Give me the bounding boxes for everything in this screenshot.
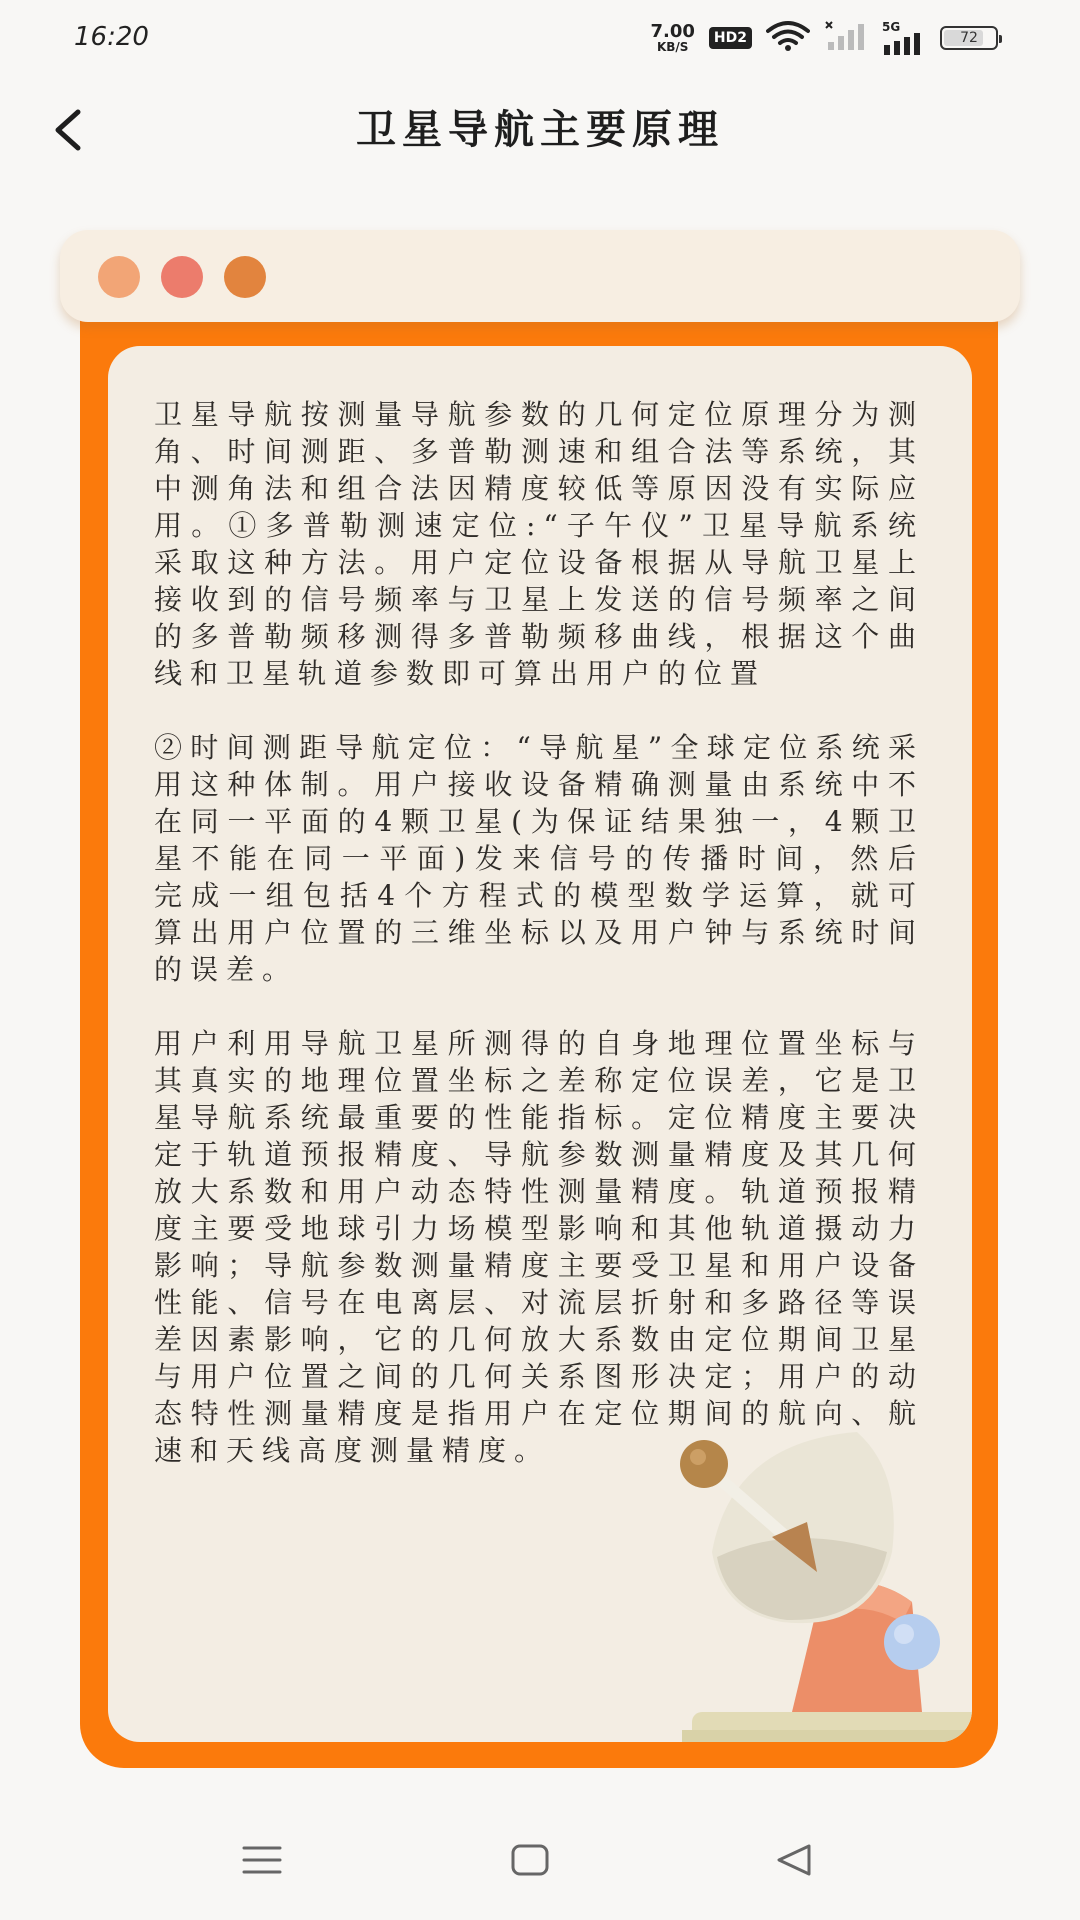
home-icon bbox=[510, 1843, 550, 1877]
menu-icon bbox=[242, 1844, 282, 1876]
window-dot-3 bbox=[224, 256, 266, 298]
window-dot-1 bbox=[98, 256, 140, 298]
triangle-back-icon bbox=[774, 1843, 814, 1877]
nav-menu-button[interactable] bbox=[232, 1830, 292, 1890]
battery-level: 72 bbox=[960, 30, 978, 46]
net-speed-unit: KB/S bbox=[656, 40, 689, 54]
system-nav-bar bbox=[0, 1810, 1080, 1920]
network-type: 5G bbox=[882, 20, 901, 34]
signal-5g-icon bbox=[882, 21, 926, 55]
satellite-dish-icon bbox=[672, 1412, 972, 1742]
nav-home-button[interactable] bbox=[500, 1830, 560, 1890]
card-window-bar bbox=[60, 230, 1020, 322]
article-paragraph-1: 卫星导航按测量导航参数的几何定位原理分为测角、时间测距、多普勒测速和组合法等系统，其中测角法和组合法因精度较低等原因没有实际应用。①多普勒测速定位:“子午仪”卫星导航系统采取这种方法。用户定位设备根据从导航卫星上接收到的信号频率与卫星上发送的信号频率之间的多普勒频移测得多普勒频移曲线，根据这个曲线和卫星轨道参数即可算出用户的位置 bbox=[154, 398, 924, 690]
nav-back-button[interactable] bbox=[764, 1830, 824, 1890]
status-icons bbox=[650, 20, 998, 56]
back-button[interactable] bbox=[42, 100, 94, 160]
wifi-icon bbox=[766, 20, 810, 56]
chevron-left-icon bbox=[48, 106, 88, 154]
article-paragraph-3: 用户利用导航卫星所测得的自身地理位置坐标与其真实的地理位置坐标之差称定位误差，它是卫星导航系统最重要的性能指标。定位精度主要决定于轨道预报精度、导航参数测量精度及其几何放大系数和用户动态特性测量精度。轨道预报精度主要受地球引力场模型影响和其他轨道摄动力影响；导航参数测量精度主要受卫星和用户设备性能、信号在电离层、对流层折射和多路径等误差因素影响，它的几何放大系数由定位期间卫星与用户位置之间的几何关系图形决定；用户的动态特性测量精度是指用户在定位期间的航向、航速和天线高度测量精度。 bbox=[154, 1027, 924, 1467]
page-title: 卫星导航主要原理 bbox=[356, 106, 724, 153]
window-dot-2 bbox=[161, 256, 203, 298]
article-paragraph-2: ②时间测距导航定位：“导航星”全球定位系统采用这种体制。用户接收设备精确测量由系统中不在同一平面的4颗卫星(为保证结果独一，4颗卫星不能在同一平面)发来信号的传播时间，然后完成一组包括4个方程式的模型数学运算，就可算出用户位置的三维坐标以及用户钟与系统时间的误差。 bbox=[154, 731, 924, 986]
article-content bbox=[154, 396, 924, 1506]
hd-badge: HD2 bbox=[709, 27, 752, 49]
article-card bbox=[108, 346, 972, 1742]
status-time: 16:20 bbox=[74, 22, 149, 52]
signal-sim2-icon bbox=[824, 20, 868, 56]
battery-icon bbox=[940, 26, 998, 50]
net-speed bbox=[650, 23, 694, 53]
net-speed-value: 7.00 bbox=[650, 21, 695, 42]
status-bar bbox=[0, 0, 1080, 80]
